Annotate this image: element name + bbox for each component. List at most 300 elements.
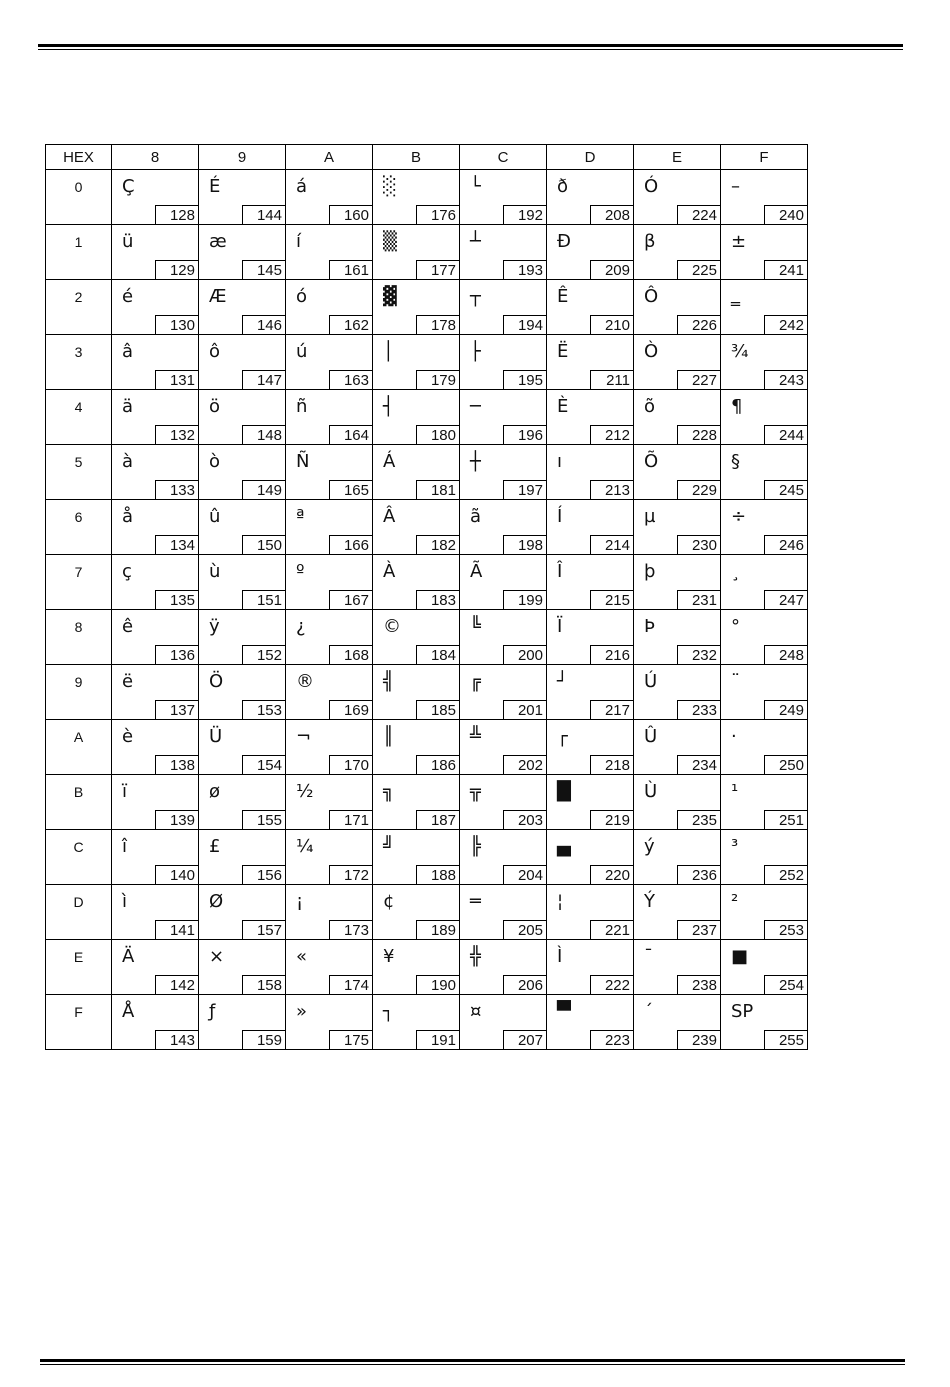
char-cell [460,940,547,995]
char-glyph: ▄ [557,836,571,857]
char-cell [112,335,199,390]
char-decimal-code: 163 [329,370,373,390]
char-cell [460,280,547,335]
char-decimal-code: 231 [677,590,721,610]
char-glyph: ╦ [470,781,481,802]
column-header: E [634,145,721,170]
char-decimal-code: 138 [155,755,199,775]
char-decimal-code: 178 [416,315,460,335]
char-cell [547,830,634,885]
char-decimal-code: 207 [503,1030,547,1050]
char-cell [373,170,460,225]
char-glyph: Î [557,561,563,582]
char-decimal-code: 151 [242,590,286,610]
char-glyph: Á [383,451,396,472]
char-decimal-code: 221 [590,920,634,940]
char-cell [634,775,721,830]
char-glyph: ├ [470,341,481,362]
char-cell [286,225,373,280]
char-glyph: Ò [644,341,659,362]
char-cell [286,445,373,500]
char-glyph: ı [557,451,563,472]
char-glyph: ¶ [731,396,743,417]
char-decimal-code: 159 [242,1030,286,1050]
char-glyph: ñ [296,396,308,417]
char-cell [634,500,721,555]
char-decimal-code: 249 [764,700,808,720]
char-cell [286,610,373,665]
char-glyph: ┴ [470,231,481,252]
char-decimal-code: 183 [416,590,460,610]
char-decimal-code: 164 [329,425,373,445]
char-glyph: ░ [383,176,397,197]
char-cell [199,885,286,940]
char-cell [634,335,721,390]
char-glyph: ▓ [383,286,397,307]
char-cell [286,775,373,830]
char-glyph: ¸ [731,561,740,582]
row-hex-label: E [46,940,112,995]
char-cell [112,775,199,830]
char-cell [460,720,547,775]
char-decimal-code: 226 [677,315,721,335]
char-decimal-code: 147 [242,370,286,390]
char-cell [373,390,460,445]
char-glyph: ° [731,616,740,637]
char-glyph: Ã [470,561,483,582]
char-glyph: § [731,451,740,472]
char-glyph: ¥ [383,946,395,967]
char-decimal-code: 239 [677,1030,721,1050]
table-row [46,280,808,335]
char-decimal-code: 193 [503,260,547,280]
char-cell [721,445,808,500]
table-row [46,720,808,775]
char-cell [634,940,721,995]
char-cell [460,555,547,610]
char-glyph: ┬ [470,286,481,307]
char-decimal-code: 250 [764,755,808,775]
char-glyph: ¿ [296,616,306,637]
char-glyph: █ [557,781,571,802]
char-glyph: Ú [644,671,658,692]
char-cell [199,500,286,555]
char-decimal-code: 252 [764,865,808,885]
char-glyph: ¡ [296,891,304,912]
char-decimal-code: 215 [590,590,634,610]
char-cell [634,830,721,885]
char-decimal-code: 190 [416,975,460,995]
char-decimal-code: 223 [590,1030,634,1050]
char-decimal-code: 140 [155,865,199,885]
char-cell [460,500,547,555]
char-glyph: ╚ [470,616,481,637]
char-decimal-code: 152 [242,645,286,665]
char-glyph: © [383,616,401,637]
char-cell [547,555,634,610]
char-cell [547,775,634,830]
char-glyph: ½ [296,781,314,802]
char-glyph: ┼ [470,451,481,472]
column-header: A [286,145,373,170]
char-decimal-code: 185 [416,700,460,720]
char-decimal-code: 156 [242,865,286,885]
char-glyph: È [557,396,569,417]
char-cell [721,830,808,885]
row-hex-label: B [46,775,112,830]
char-decimal-code: 149 [242,480,286,500]
char-glyph: ´ [644,1001,653,1022]
char-glyph: ô [209,341,221,362]
char-glyph: ─ [470,396,481,417]
char-cell [547,280,634,335]
char-glyph: î [122,836,128,857]
char-glyph: û [209,506,221,527]
char-decimal-code: 130 [155,315,199,335]
char-glyph: Đ [557,231,571,252]
char-decimal-code: 199 [503,590,547,610]
char-cell [112,170,199,225]
char-glyph: ■ [731,946,749,967]
char-decimal-code: 201 [503,700,547,720]
top-rule-thin [38,49,903,50]
char-decimal-code: 203 [503,810,547,830]
char-cell [286,995,373,1050]
char-decimal-code: 155 [242,810,286,830]
char-cell [199,555,286,610]
char-decimal-code: 134 [155,535,199,555]
char-cell [634,280,721,335]
char-cell [112,280,199,335]
char-decimal-code: 167 [329,590,373,610]
table-row [46,775,808,830]
char-glyph: å [122,506,134,527]
char-decimal-code: 188 [416,865,460,885]
char-glyph: Ï [557,616,563,637]
char-glyph: ö [209,396,221,417]
table-row [46,390,808,445]
char-cell [199,335,286,390]
char-decimal-code: 133 [155,480,199,500]
char-glyph: Í [557,506,563,527]
char-cell [460,995,547,1050]
char-glyph: æ [209,231,227,252]
table-row [46,830,808,885]
char-glyph: ║ [383,726,394,747]
char-cell [460,390,547,445]
char-cell [373,665,460,720]
char-decimal-code: 211 [590,370,634,390]
char-glyph: ╝ [383,836,394,857]
char-cell [547,225,634,280]
char-glyph: Ö [209,671,224,692]
char-decimal-code: 154 [242,755,286,775]
char-cell [547,390,634,445]
char-glyph: ÿ [209,616,220,637]
char-glyph: ý [644,836,655,857]
char-decimal-code: 244 [764,425,808,445]
char-cell [634,170,721,225]
char-glyph: ┤ [383,396,394,417]
char-decimal-code: 212 [590,425,634,445]
char-decimal-code: 227 [677,370,721,390]
char-decimal-code: 145 [242,260,286,280]
char-glyph: º [296,561,305,582]
char-decimal-code: 158 [242,975,286,995]
char-cell [460,885,547,940]
char-glyph: ╠ [470,836,481,857]
table-row [46,995,808,1050]
char-decimal-code: 153 [242,700,286,720]
char-glyph: ¦ [557,891,564,912]
char-decimal-code: 248 [764,645,808,665]
char-cell [286,390,373,445]
char-glyph: à [122,451,134,472]
char-cell [634,995,721,1050]
char-decimal-code: 171 [329,810,373,830]
table-row [46,885,808,940]
char-glyph: ä [122,396,134,417]
char-glyph: Ë [557,341,569,362]
char-cell [460,335,547,390]
char-cell [373,280,460,335]
char-glyph: ê [122,616,134,637]
character-code-table [45,144,808,1050]
char-cell [286,335,373,390]
char-cell [286,280,373,335]
char-glyph: è [122,726,134,747]
row-hex-label: F [46,995,112,1050]
char-cell [721,390,808,445]
char-cell [547,940,634,995]
char-glyph: õ [644,396,656,417]
char-cell [634,610,721,665]
char-cell [199,830,286,885]
char-decimal-code: 129 [155,260,199,280]
char-glyph: µ [644,506,656,527]
char-glyph: Û [644,726,658,747]
char-decimal-code: 135 [155,590,199,610]
char-glyph: « [296,946,308,967]
char-decimal-code: 232 [677,645,721,665]
char-cell [547,170,634,225]
char-decimal-code: 246 [764,535,808,555]
char-cell [112,940,199,995]
char-decimal-code: 169 [329,700,373,720]
char-decimal-code: 139 [155,810,199,830]
char-cell [286,170,373,225]
char-cell [286,940,373,995]
char-decimal-code: 202 [503,755,547,775]
char-decimal-code: 234 [677,755,721,775]
char-cell [286,830,373,885]
char-glyph: ì [122,891,128,912]
char-cell [721,500,808,555]
char-decimal-code: 242 [764,315,808,335]
char-decimal-code: 218 [590,755,634,775]
bottom-rule [40,1359,905,1362]
char-glyph: ± [731,231,747,252]
char-cell [721,775,808,830]
char-glyph: ² [731,891,739,912]
char-cell [373,720,460,775]
char-glyph: ┐ [383,1001,394,1022]
column-header: B [373,145,460,170]
char-cell [547,995,634,1050]
char-glyph: ç [122,561,132,582]
char-glyph: Ç [122,176,135,197]
table-row [46,335,808,390]
char-decimal-code: 209 [590,260,634,280]
char-cell [199,995,286,1050]
char-cell [112,610,199,665]
char-cell [634,885,721,940]
char-cell [112,720,199,775]
char-decimal-code: 206 [503,975,547,995]
table-row [46,225,808,280]
char-glyph: â [122,341,134,362]
char-decimal-code: 228 [677,425,721,445]
row-hex-label: 5 [46,445,112,500]
char-cell [460,665,547,720]
row-hex-label: C [46,830,112,885]
char-glyph: Ó [644,176,659,197]
char-cell [634,390,721,445]
char-cell [112,665,199,720]
char-cell [547,500,634,555]
char-cell [373,555,460,610]
char-decimal-code: 142 [155,975,199,995]
char-cell [547,665,634,720]
char-cell [199,445,286,500]
char-decimal-code: 237 [677,920,721,940]
char-glyph: Â [383,506,396,527]
char-cell [547,885,634,940]
char-decimal-code: 197 [503,480,547,500]
char-glyph: Ü [209,726,223,747]
char-cell [721,995,808,1050]
char-decimal-code: 181 [416,480,460,500]
char-glyph: Þ [644,616,655,637]
char-glyph: Ê [557,286,569,307]
char-decimal-code: 208 [590,205,634,225]
char-cell [721,940,808,995]
char-glyph: β [644,231,656,252]
table-row [46,610,808,665]
char-glyph: Ì [557,946,563,967]
table-row [46,170,808,225]
char-glyph: Ø [209,891,224,912]
char-decimal-code: 186 [416,755,460,775]
row-hex-label: 6 [46,500,112,555]
char-glyph: ø [209,781,221,802]
char-decimal-code: 160 [329,205,373,225]
char-cell [373,225,460,280]
char-decimal-code: 251 [764,810,808,830]
char-glyph: ò [209,451,221,472]
char-glyph: ¬ [296,726,312,747]
char-decimal-code: 177 [416,260,460,280]
char-glyph: £ [209,836,221,857]
char-decimal-code: 132 [155,425,199,445]
char-decimal-code: 213 [590,480,634,500]
char-cell [199,940,286,995]
char-glyph: ╣ [383,671,394,692]
hex-corner-label: HEX [46,145,112,170]
char-cell [199,720,286,775]
char-decimal-code: 253 [764,920,808,940]
table-row [46,555,808,610]
char-decimal-code: 143 [155,1030,199,1050]
table-row [46,500,808,555]
char-glyph: · [731,726,737,747]
char-glyph: └ [470,176,481,197]
char-cell [460,445,547,500]
row-hex-label: A [46,720,112,775]
char-decimal-code: 168 [329,645,373,665]
char-cell [373,995,460,1050]
char-cell [373,335,460,390]
column-header: C [460,145,547,170]
char-cell [547,720,634,775]
char-decimal-code: 243 [764,370,808,390]
char-glyph: SP [731,1001,754,1022]
char-glyph: ¾ [731,341,749,362]
char-cell [721,665,808,720]
char-cell [199,390,286,445]
char-decimal-code: 236 [677,865,721,885]
char-decimal-code: 144 [242,205,286,225]
char-glyph: ┌ [557,726,568,747]
char-cell [460,830,547,885]
row-hex-label: D [46,885,112,940]
char-decimal-code: 173 [329,920,373,940]
char-cell [199,280,286,335]
char-glyph: ³ [731,836,739,857]
char-decimal-code: 189 [416,920,460,940]
char-glyph: ╔ [470,671,481,692]
char-cell [460,225,547,280]
column-header-row [46,145,808,170]
row-hex-label: 7 [46,555,112,610]
char-cell [286,500,373,555]
char-glyph: │ [383,341,394,362]
char-glyph: ü [122,231,134,252]
row-hex-label: 2 [46,280,112,335]
char-decimal-code: 196 [503,425,547,445]
char-glyph: ú [296,341,308,362]
char-decimal-code: 180 [416,425,460,445]
char-cell [373,940,460,995]
row-hex-label: 1 [46,225,112,280]
char-cell [286,555,373,610]
char-cell [721,170,808,225]
char-decimal-code: 222 [590,975,634,995]
char-decimal-code: 141 [155,920,199,940]
char-decimal-code: 235 [677,810,721,830]
char-decimal-code: 254 [764,975,808,995]
char-decimal-code: 220 [590,865,634,885]
char-decimal-code: 216 [590,645,634,665]
char-cell [547,335,634,390]
char-decimal-code: 214 [590,535,634,555]
char-decimal-code: 137 [155,700,199,720]
row-hex-label: 4 [46,390,112,445]
char-glyph: É [209,176,221,197]
char-decimal-code: 204 [503,865,547,885]
char-glyph: Ñ [296,451,310,472]
char-decimal-code: 131 [155,370,199,390]
